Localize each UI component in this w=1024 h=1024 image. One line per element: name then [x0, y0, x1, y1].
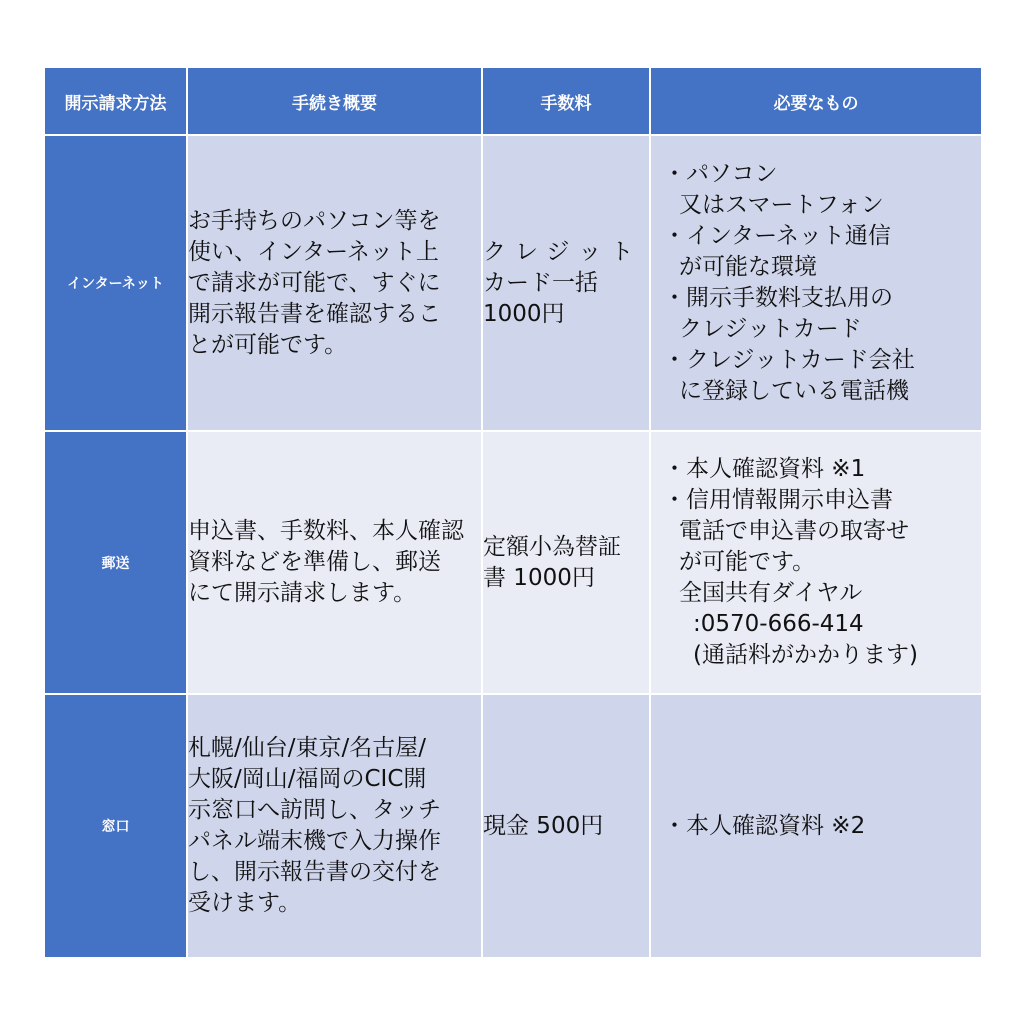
fee-line: 書 1000円 [483, 564, 595, 591]
required-item-cont: に登録している電話機 [679, 378, 909, 404]
required-item: ・信用情報開示申込書 [663, 487, 893, 513]
required-item-cont: が可能です。 [679, 549, 816, 575]
procedure-cell [187, 431, 482, 694]
header-required: 必要なもの [650, 67, 982, 135]
fee-line: クレジット [483, 238, 643, 265]
required-cell [650, 431, 982, 694]
table-row [44, 135, 982, 431]
required-item-cont: 電話で申込書の取寄せ [679, 518, 909, 544]
procedure-line: 使い、インターネット上 [188, 238, 439, 265]
procedure-cell [187, 694, 482, 958]
required-item: ・パソコン [663, 161, 778, 187]
fee-cell [482, 694, 650, 958]
table-row [44, 431, 982, 694]
required-item: ・本人確認資料 ※2 [663, 812, 866, 839]
required-item-cont: 又はスマートフォン [679, 192, 884, 218]
procedure-line: 札幌/仙台/東京/名古屋/ [188, 735, 426, 761]
method-cell: 窓口 [44, 694, 187, 958]
fee-line: 現金 500円 [483, 812, 604, 839]
header-row [44, 67, 982, 135]
disclosure-methods-table [43, 66, 983, 959]
procedure-line: し、開示報告書の交付を [188, 859, 441, 885]
procedure-line: パネル端末機で入力操作 [188, 828, 441, 854]
header-method: 開示請求方法 [44, 67, 187, 135]
required-item-cont: クレジットカード [679, 316, 862, 342]
procedure-line: 受けます。 [188, 890, 302, 916]
procedure-line: 申込書、手数料、本人確認 [188, 518, 464, 544]
fee-cell [482, 431, 650, 694]
procedure-line: にて開示請求します。 [188, 580, 417, 606]
table-row [44, 694, 982, 958]
fee-cell [482, 135, 650, 431]
procedure-cell [187, 135, 482, 431]
required-item: ・クレジットカード会社 [663, 347, 915, 373]
procedure-line: 資料などを準備し、郵送 [188, 549, 441, 575]
required-item-cont: が可能な環境 [679, 254, 817, 280]
procedure-line: とが可能です。 [188, 331, 348, 358]
procedure-line: 大阪/岡山/福岡のCIC開 [188, 766, 427, 792]
procedure-line: で請求が可能で、すぐに [188, 269, 441, 296]
fee-line: カード一括 [483, 269, 598, 296]
required-item: ・インターネット通信 [663, 223, 891, 249]
procedure-line: 示窓口へ訪問し、タッチ [188, 797, 441, 823]
header-fee: 手数料 [482, 67, 650, 135]
required-cell [650, 135, 982, 431]
phone-number: :0570-666-414 [693, 611, 864, 637]
required-item: ・開示手数料支払用の [663, 285, 893, 311]
fee-line: 1000円 [483, 300, 565, 327]
method-cell: インターネット [44, 135, 187, 431]
required-item: ・本人確認資料 ※1 [663, 456, 866, 482]
procedure-line: お手持ちのパソコン等を [188, 207, 441, 234]
required-cell [650, 694, 982, 958]
method-cell: 郵送 [44, 431, 187, 694]
required-item-cont: 全国共有ダイヤル [679, 580, 863, 606]
header-procedure: 手続き概要 [187, 67, 482, 135]
fee-line: 定額小為替証 [483, 533, 621, 560]
procedure-line: 開示報告書を確認するこ [188, 300, 441, 327]
call-charge-note: (通話料がかかります) [693, 642, 918, 668]
